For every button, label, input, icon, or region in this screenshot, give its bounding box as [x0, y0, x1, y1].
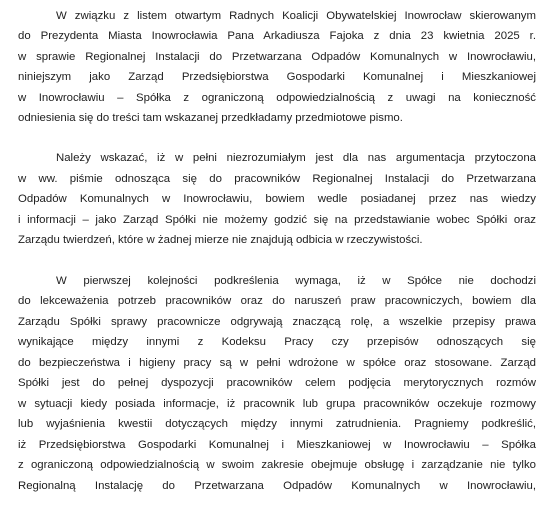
paragraph-3-line-3: Zarządu Spółki sprawy pracownicze odgrywają znaczącą rolę, a wszelkie przepisy prawa	[18, 316, 536, 328]
paragraph-3-line-10: z ograniczoną odpowiedzialnością w swoim zakresie obejmuje obsługę i zarządzanie nie tylko	[18, 459, 536, 471]
paragraph-3-line-2: do lekceważenia potrzeb pracowników oraz do naruszeń praw pracowniczych, bowiem dla	[18, 295, 536, 307]
paragraph-2-line-5: Zarządu twierdzeń, które w żadnej mierze nie znajdują odbicia w rzeczywistości.	[18, 234, 423, 246]
paragraph-3-line-4: wynikające między innymi z Kodeksu Pracy czy przepisów odnoszących się	[18, 336, 536, 348]
paragraph-3-line-1: W pierwszej kolejności podkreślenia wymaga, iż w Spółce nie dochodzi	[56, 275, 536, 287]
paragraph-1-line-4: niniejszym jako Zarząd Przedsiębiorstwa Gospodarki Komunalnej i Mieszkaniowej	[18, 71, 536, 83]
paragraph-3-line-9: iż Przedsiębiorstwa Gospodarki Komunalnej i Mieszkaniowej w Inowrocławiu – Spółka	[18, 439, 536, 451]
paragraph-1-line-1: W związku z listem otwartym Radnych Koalicji Obywatelskiej Inowrocław skierowanym	[56, 10, 536, 22]
paragraph-1-line-6: odniesienia się do treści tam wskazanej przedkładamy przedmiotowe pismo.	[18, 112, 403, 124]
paragraph-3-line-5: do bezpieczeństwa i higieny pracy są w pełni wdrożone w spółce oraz stosowane. Zarząd	[18, 357, 536, 369]
paragraph-1-line-3: w sprawie Regionalnej Instalacji do Przetwarzana Odpadów Komunalnych w Inowrocławiu,	[18, 51, 536, 63]
paragraph-3-line-7: w sytuacji kiedy posiada informacje, iż pracownik lub grupa pracowników oczekuje rozmowy	[18, 398, 536, 410]
paragraph-1-line-5: w Inowrocławiu – Spółka z ograniczoną odpowiedzialnością z uwagi na konieczność	[18, 92, 536, 104]
paragraph-1-line-2: do Prezydenta Miasta Inowrocławia Pana Arkadiusza Fajoka z dnia 23 kwietnia 2025 r.	[18, 30, 536, 42]
paragraph-3-line-11: Regionalną Instalację do Przetwarzana Odpadów Komunalnych w Inowrocławiu,	[18, 480, 536, 492]
paragraph-2-line-3: Odpadów Komunalnych w Inowrocławiu, bowiem wedle posiadanej przez nas wiedzy	[18, 193, 536, 205]
paragraph-2-line-1: Należy wskazać, iż w pełni niezrozumiałym jest dla nas argumentacja przytoczona	[56, 152, 536, 164]
document-page	[18, 0, 536, 505]
paragraph-2-line-4: i informacji – jako Zarząd Spółki nie możemy godzić się na przedstawianie wobec Spółki oraz	[18, 214, 536, 226]
paragraph-3-line-8: lub wyjaśnienia kwestii dotyczących między innymi zatrudnienia. Pragniemy podkreślić,	[18, 418, 536, 430]
paragraph-2-line-2: w ww. piśmie odnosząca się do pracowników Regionalnej Instalacji do Przetwarzana	[18, 173, 536, 185]
paragraph-3-line-6: Spółki jest do pełnej dyspozycji pracowników celem podjęcia merytorycznych rozmów	[18, 377, 536, 389]
